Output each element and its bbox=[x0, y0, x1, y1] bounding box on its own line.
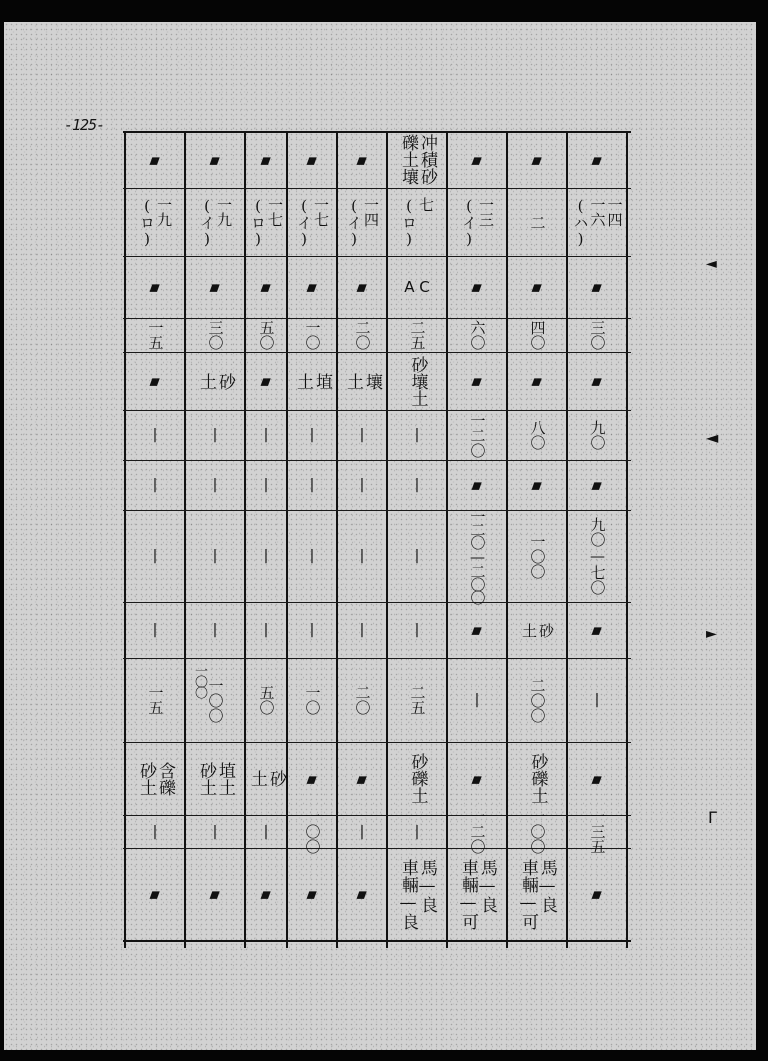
cell-text: | bbox=[414, 427, 420, 443]
cell-text: 馬—良 車輛—可 bbox=[518, 858, 557, 930]
cell-text: 砂 土 bbox=[196, 372, 235, 390]
cell-text: 一〇〇 bbox=[528, 809, 547, 854]
row-13-col-1 bbox=[125, 848, 185, 940]
cell-text: 五〇 bbox=[257, 320, 276, 350]
cell-text: ▪ bbox=[353, 885, 371, 903]
row-9-col-2 bbox=[185, 602, 245, 658]
cell-text: ▪ bbox=[588, 150, 606, 169]
cell-text: | bbox=[152, 548, 158, 564]
cell-text: | bbox=[152, 427, 158, 443]
cell-text: ▪ bbox=[528, 476, 546, 494]
row-7-col-4 bbox=[287, 460, 337, 510]
cell-text: | bbox=[414, 622, 420, 638]
row-10-col-1 bbox=[125, 658, 185, 742]
page-number-mark: -125- bbox=[64, 116, 105, 134]
row-7-col-8 bbox=[507, 460, 567, 510]
cell-text: ▪ bbox=[353, 278, 371, 296]
row-3-col-1 bbox=[125, 256, 185, 318]
row-3-col-4 bbox=[287, 256, 337, 318]
row-12-col-8 bbox=[507, 809, 567, 854]
row-2-col-8 bbox=[507, 188, 567, 256]
row-4-col-8 bbox=[507, 318, 567, 352]
row-8-col-6 bbox=[387, 510, 447, 602]
cell-text: 砂壤土 bbox=[407, 355, 428, 407]
row-13-col-2 bbox=[185, 848, 245, 940]
cell-text: ▪ bbox=[206, 885, 224, 903]
cell-text: 二五 bbox=[408, 320, 427, 350]
row-7-col-3 bbox=[245, 460, 287, 510]
cell-text: 一五 bbox=[146, 685, 165, 715]
row-11-col-1 bbox=[125, 742, 185, 815]
cell-extra-text: 一〇〇 bbox=[192, 664, 207, 697]
row-7-col-5 bbox=[337, 460, 387, 510]
row-11-col-8 bbox=[507, 742, 567, 815]
row-8-col-9 bbox=[567, 510, 627, 602]
cell-text: ▪ bbox=[353, 769, 371, 788]
cell-text: ▪ bbox=[528, 278, 546, 296]
cell-text: ▪ bbox=[588, 372, 606, 390]
cell-text: 馬—良 車輛—良 bbox=[398, 858, 437, 930]
cell-text: | bbox=[414, 477, 420, 493]
row-8-col-5 bbox=[337, 510, 387, 602]
cell-text: | bbox=[263, 622, 269, 638]
row-6-col-5 bbox=[337, 410, 387, 460]
cell-text: 九〇 bbox=[588, 420, 607, 450]
row-10-col-7 bbox=[447, 658, 507, 742]
cell-text: 八〇 bbox=[528, 420, 547, 450]
row-9-col-6 bbox=[387, 602, 447, 658]
row-12-col-6 bbox=[387, 815, 447, 848]
cell-text: 馬—良 車輛—可 bbox=[458, 858, 497, 930]
cell-text: | bbox=[152, 477, 158, 493]
row-7-col-1 bbox=[125, 460, 185, 510]
row-11-col-4 bbox=[287, 742, 337, 815]
cell-text: 一三 (イ) bbox=[460, 196, 495, 248]
row-5-col-9 bbox=[567, 352, 627, 410]
cell-text: ▪ bbox=[588, 769, 606, 788]
row-11-col-6 bbox=[387, 742, 447, 815]
cell-text: 三〇 bbox=[206, 320, 225, 350]
row-13-col-8 bbox=[507, 848, 567, 940]
cell-text: 三〇 bbox=[588, 320, 607, 350]
cell-text: ▪ bbox=[146, 372, 164, 390]
cell-text: ▪ bbox=[303, 885, 321, 903]
row-4-col-4 bbox=[287, 318, 337, 352]
row-13-col-4 bbox=[287, 848, 337, 940]
cell-text: ▪ bbox=[468, 372, 486, 390]
cell-text: 冲積砂 礫土壤 bbox=[398, 134, 437, 185]
cell-text: | bbox=[309, 477, 315, 493]
row-2-col-3 bbox=[245, 188, 287, 256]
cell-text: 二〇 bbox=[353, 320, 372, 350]
row-9-col-1 bbox=[125, 602, 185, 658]
cell-text: 砂礫土 bbox=[407, 753, 428, 804]
row-3-col-3 bbox=[245, 256, 287, 318]
cell-text: | bbox=[309, 427, 315, 443]
row-4-col-6 bbox=[387, 318, 447, 352]
row-10-col-4 bbox=[287, 658, 337, 742]
cell-text: ▪ bbox=[468, 769, 486, 788]
cell-text: 一二〇 bbox=[468, 809, 487, 854]
cell-text: | bbox=[414, 823, 420, 840]
cell-text: | bbox=[263, 823, 269, 840]
cell-text: 砂礫土 bbox=[527, 753, 548, 804]
row-12-col-1 bbox=[125, 815, 185, 848]
row-12-col-4 bbox=[287, 809, 337, 854]
row-4-col-1 bbox=[125, 318, 185, 352]
row-11-col-9 bbox=[567, 742, 627, 815]
row-5-col-2 bbox=[185, 352, 245, 410]
cell-text: ▪ bbox=[257, 372, 275, 390]
cell-text: 一九 (ロ) bbox=[138, 196, 173, 248]
cell-text: 一五 bbox=[146, 320, 165, 350]
cell-text: 一二〇—二〇〇 bbox=[468, 509, 487, 603]
cell-text: ▪ bbox=[257, 885, 275, 903]
row-13-col-7 bbox=[447, 848, 507, 940]
cell-text: ▪ bbox=[528, 372, 546, 390]
cell-text: 五〇 bbox=[257, 685, 276, 715]
cell-text: 一四 (イ) bbox=[345, 196, 380, 248]
row-5-col-8 bbox=[507, 352, 567, 410]
row-2-col-4 bbox=[287, 188, 337, 256]
cell-text: 埴土 砂土 bbox=[196, 761, 235, 796]
cell-text: 一〇 bbox=[303, 320, 322, 350]
row-5-col-5 bbox=[337, 352, 387, 410]
row-12-col-2 bbox=[185, 815, 245, 848]
row-4-col-7 bbox=[447, 318, 507, 352]
cell-text: ▪ bbox=[588, 278, 606, 296]
cell-text: 含礫 砂土 bbox=[136, 761, 175, 796]
cell-text: | bbox=[152, 823, 158, 840]
row-9-col-7 bbox=[447, 602, 507, 658]
row-5-col-1 bbox=[125, 352, 185, 410]
row-9-col-9 bbox=[567, 602, 627, 658]
cell-text: ▪ bbox=[146, 278, 164, 296]
row-6-col-9 bbox=[567, 410, 627, 460]
cell-text: 一九 (イ) bbox=[198, 196, 233, 248]
cell-text: 一七 (ロ) bbox=[249, 196, 284, 248]
cell-text: | bbox=[309, 622, 315, 638]
row-13-col-9 bbox=[567, 848, 627, 940]
cell-text: 一二〇 bbox=[468, 412, 487, 458]
row-9-col-3 bbox=[245, 602, 287, 658]
row-12-col-9 bbox=[567, 809, 627, 854]
cell-text: ▪ bbox=[146, 150, 164, 169]
cell-text: ▪ bbox=[206, 278, 224, 296]
row-6-col-3 bbox=[245, 410, 287, 460]
row-2-col-6 bbox=[387, 188, 447, 256]
row-8-col-8 bbox=[507, 510, 567, 602]
cell-text: | bbox=[212, 823, 218, 840]
row-3-col-9 bbox=[567, 256, 627, 318]
row-8-col-1 bbox=[125, 510, 185, 602]
cell-text: ▪ bbox=[303, 278, 321, 296]
row-7-col-9 bbox=[567, 460, 627, 510]
cell-text: ▪ bbox=[468, 278, 486, 296]
cell-text: 埴 土 bbox=[293, 372, 332, 390]
row-9-col-5 bbox=[337, 602, 387, 658]
row-1-col-4 bbox=[287, 131, 337, 188]
row-13-col-6 bbox=[387, 848, 447, 940]
row-2-col-9 bbox=[567, 188, 627, 256]
cell-text: 一三五 bbox=[588, 809, 607, 854]
cell-text: 二〇 bbox=[353, 685, 372, 715]
row-13-col-3 bbox=[245, 848, 287, 940]
cell-text: ▪ bbox=[257, 278, 275, 296]
cell-text: 一〇 bbox=[303, 685, 322, 715]
cell-text: | bbox=[212, 427, 218, 443]
row-4-col-5 bbox=[337, 318, 387, 352]
cell-text: 一七 (イ) bbox=[295, 196, 330, 248]
row-1-col-2 bbox=[185, 131, 245, 188]
cell-text: | bbox=[359, 823, 365, 840]
row-1-col-5 bbox=[337, 131, 387, 188]
cell-text: | bbox=[359, 477, 365, 493]
row-7-col-7 bbox=[447, 460, 507, 510]
cell-text: | bbox=[263, 548, 269, 564]
row-11-col-7 bbox=[447, 742, 507, 815]
cell-text: 七 (ロ) bbox=[400, 196, 435, 248]
cell-text: 砂 土 bbox=[520, 622, 555, 638]
row-12-col-5 bbox=[337, 815, 387, 848]
cell-text: | bbox=[309, 548, 315, 564]
cell-text: | bbox=[212, 477, 218, 493]
cell-text: | bbox=[594, 692, 600, 708]
row-2-col-2 bbox=[185, 188, 245, 256]
cell-text: ▪ bbox=[146, 885, 164, 903]
row-1-col-7 bbox=[447, 131, 507, 188]
cell-text: | bbox=[359, 622, 365, 638]
cell-text: 一〇〇 bbox=[206, 677, 225, 723]
row-5-col-6 bbox=[387, 352, 447, 410]
cell-text: 六〇 bbox=[468, 320, 487, 350]
row-4-col-3 bbox=[245, 318, 287, 352]
cell-text: 二〇〇 bbox=[528, 677, 547, 723]
row-13-col-5 bbox=[337, 848, 387, 940]
cell-text: ▪ bbox=[206, 150, 224, 169]
cell-text: 一〇〇 bbox=[303, 809, 322, 854]
cell-text: | bbox=[359, 548, 365, 564]
row-12-col-3 bbox=[245, 815, 287, 848]
margin-mark-1: ◄ bbox=[706, 256, 717, 272]
row-11-col-5 bbox=[337, 742, 387, 815]
cell-text: ▪ bbox=[468, 476, 486, 494]
row-8-col-3 bbox=[245, 510, 287, 602]
cell-text: 一〇〇 bbox=[528, 533, 547, 579]
cell-text: A C bbox=[404, 278, 430, 296]
cell-text: | bbox=[212, 622, 218, 638]
cell-text: | bbox=[359, 427, 365, 443]
cell-text: ▪ bbox=[588, 476, 606, 494]
row-7-col-2 bbox=[185, 460, 245, 510]
cell-text: ▪ bbox=[468, 150, 486, 169]
row-1-col-9 bbox=[567, 131, 627, 188]
cell-text: | bbox=[474, 692, 480, 708]
cell-text: 砂 土 bbox=[247, 770, 286, 787]
row-1-col-8 bbox=[507, 131, 567, 188]
cell-text: 四〇 bbox=[528, 320, 547, 350]
cell-text: 一四 一六 (ハ) bbox=[571, 196, 624, 248]
row-5-col-4 bbox=[287, 352, 337, 410]
row-10-col-8 bbox=[507, 658, 567, 742]
row-6-col-2 bbox=[185, 410, 245, 460]
margin-mark-2: ◄ bbox=[706, 428, 719, 447]
row-6-col-6 bbox=[387, 410, 447, 460]
row-6-col-4 bbox=[287, 410, 337, 460]
row-11-col-3 bbox=[245, 742, 287, 815]
cell-text: 九〇—七〇 bbox=[588, 517, 607, 595]
row-1-col-1 bbox=[125, 131, 185, 188]
cell-text: ▪ bbox=[303, 769, 321, 788]
row-10-col-5 bbox=[337, 658, 387, 742]
row-4-col-2 bbox=[185, 318, 245, 352]
row-8-col-4 bbox=[287, 510, 337, 602]
cell-text: | bbox=[414, 548, 420, 564]
cell-text: 二 bbox=[528, 214, 547, 230]
row-9-col-4 bbox=[287, 602, 337, 658]
cell-text: | bbox=[212, 548, 218, 564]
row-9-col-8 bbox=[507, 602, 567, 658]
row-5-col-3 bbox=[245, 352, 287, 410]
cell-text: ▪ bbox=[588, 885, 606, 903]
row-1-col-3 bbox=[245, 131, 287, 188]
cell-text: ▪ bbox=[353, 150, 371, 169]
row-3-col-2 bbox=[185, 256, 245, 318]
row-6-col-8 bbox=[507, 410, 567, 460]
row-12-col-7 bbox=[447, 809, 507, 854]
row-6-col-7 bbox=[447, 410, 507, 460]
row-6-col-1 bbox=[125, 410, 185, 460]
row-3-col-5 bbox=[337, 256, 387, 318]
row-1-col-6 bbox=[387, 131, 447, 188]
row-2-col-5 bbox=[337, 188, 387, 256]
margin-mark-4: Γ bbox=[708, 808, 717, 827]
row-10-col-6 bbox=[387, 658, 447, 742]
cell-text: | bbox=[152, 622, 158, 638]
row-8-col-7 bbox=[447, 510, 507, 602]
row-7-col-6 bbox=[387, 460, 447, 510]
cell-text: 二五 bbox=[408, 685, 427, 715]
row-3-col-8 bbox=[507, 256, 567, 318]
cell-text: ▪ bbox=[257, 150, 275, 169]
row-line bbox=[123, 940, 631, 942]
row-2-col-1 bbox=[125, 188, 185, 256]
row-5-col-7 bbox=[447, 352, 507, 410]
cell-text: | bbox=[263, 427, 269, 443]
row-3-col-6 bbox=[387, 256, 447, 318]
cell-text: ▪ bbox=[468, 621, 486, 639]
cell-text: 壤 土 bbox=[343, 372, 382, 390]
row-4-col-9 bbox=[567, 318, 627, 352]
row-10-col-9 bbox=[567, 658, 627, 742]
cell-text: | bbox=[263, 477, 269, 493]
row-11-col-2 bbox=[185, 742, 245, 815]
row-3-col-7 bbox=[447, 256, 507, 318]
cell-text: ▪ bbox=[528, 150, 546, 169]
cell-text: ▪ bbox=[588, 621, 606, 639]
row-8-col-2 bbox=[185, 510, 245, 602]
row-2-col-7 bbox=[447, 188, 507, 256]
margin-mark-3: ► bbox=[706, 626, 717, 642]
row-10-col-3 bbox=[245, 658, 287, 742]
cell-text: ▪ bbox=[303, 150, 321, 169]
